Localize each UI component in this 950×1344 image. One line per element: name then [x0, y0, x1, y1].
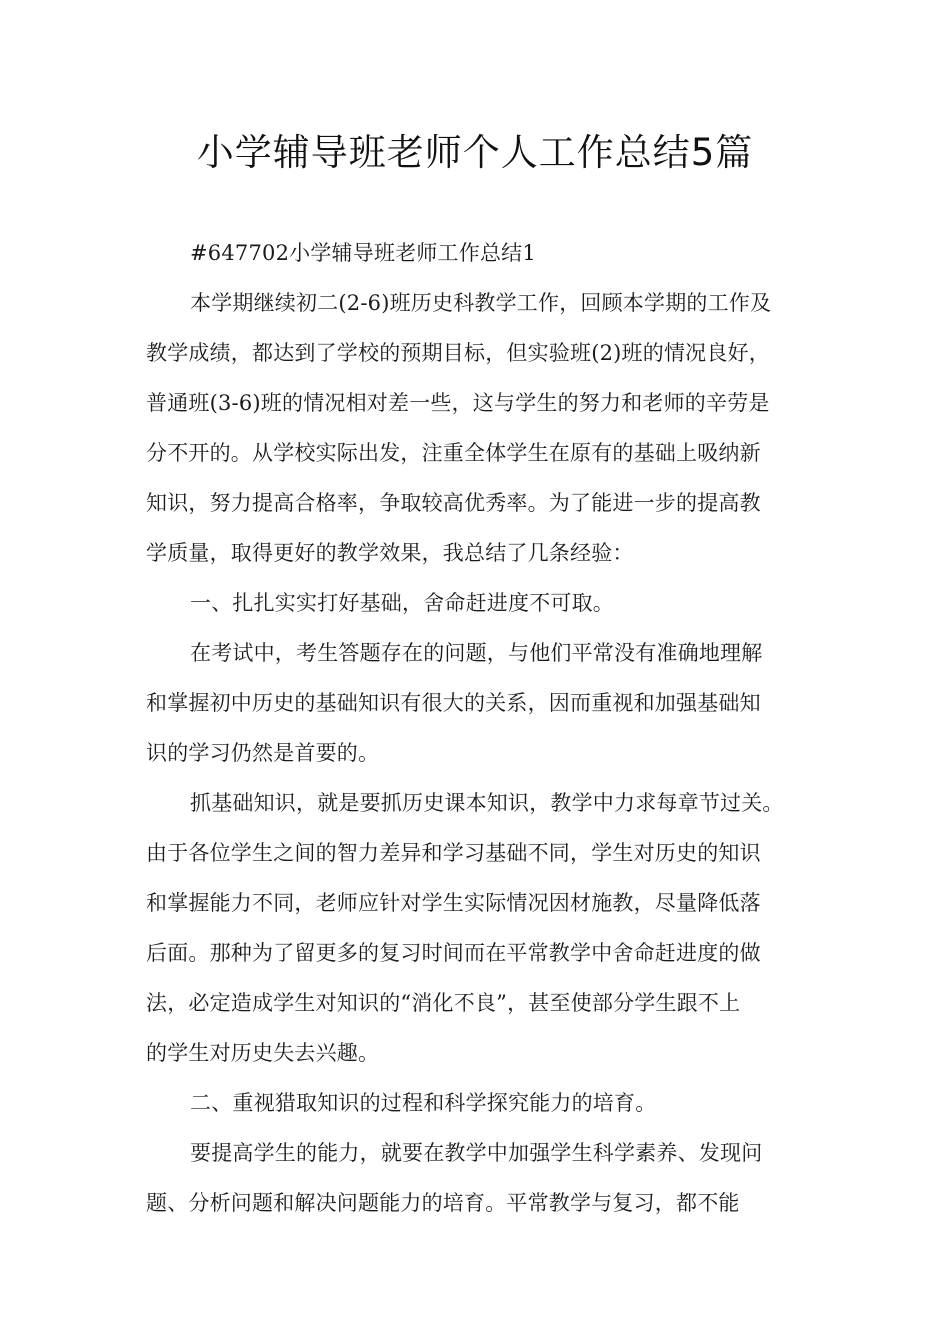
text-line: 知识，努力提高合格率，争取较高优秀率。为了能进一步的提高教	[146, 491, 761, 515]
text-line: 普通班(3-6)班的情况相对差一些，这与学生的努力和老师的辛劳是	[146, 391, 770, 415]
text-line: 和掌握能力不同，老师应针对学生实际情况因材施教，尽量降低落	[146, 891, 761, 915]
text-line: 的学生对历史失去兴趣。	[146, 1041, 380, 1065]
text-line: 二、重视猎取知识的过程和科学探究能力的培育。	[190, 1091, 657, 1115]
text-line: 抓基础知识，就是要抓历史课本知识，教学中力求每章节过关。	[190, 791, 784, 815]
text-line: 和掌握初中历史的基础知识有很大的关系，因而重视和加强基础知	[146, 691, 761, 715]
text-line: 识的学习仍然是首要的。	[146, 741, 380, 765]
text-line: 后面。那种为了留更多的复习时间而在平常教学中舍命赶进度的做	[146, 941, 761, 965]
text-line: 在考试中，考生答题存在的问题，与他们平常没有准确地理解	[190, 641, 763, 665]
text-line: 法，必定造成学生对知识的“消化不良”，甚至使部分学生跟不上	[146, 991, 741, 1015]
text-line: 学质量，取得更好的教学效果，我总结了几条经验：	[146, 541, 634, 565]
document-title: 小学辅导班老师个人工作总结5篇	[196, 131, 754, 174]
text-line: 教学成绩，都达到了学校的预期目标，但实验班(2)班的情况良好，	[146, 341, 770, 365]
document-body	[146, 228, 822, 1228]
text-line: 要提高学生的能力，就要在教学中加强学生科学素养、发现问	[190, 1141, 763, 1165]
text-line: #647702小学辅导班老师工作总结1	[190, 241, 536, 265]
text-line: 题、分析问题和解决问题能力的培育。平常教学与复习，都不能	[146, 1191, 740, 1215]
text-line: 一、扎扎实实打好基础，舍命赶进度不可取。	[190, 591, 614, 615]
text-line: 分不开的。从学校实际出发，注重全体学生在原有的基础上吸纳新	[146, 441, 761, 465]
text-line: 本学期继续初二(2-6)班历史科教学工作，回顾本学期的工作及	[190, 291, 772, 315]
text-line: 由于各位学生之间的智力差异和学习基础不同，学生对历史的知识	[146, 841, 761, 865]
